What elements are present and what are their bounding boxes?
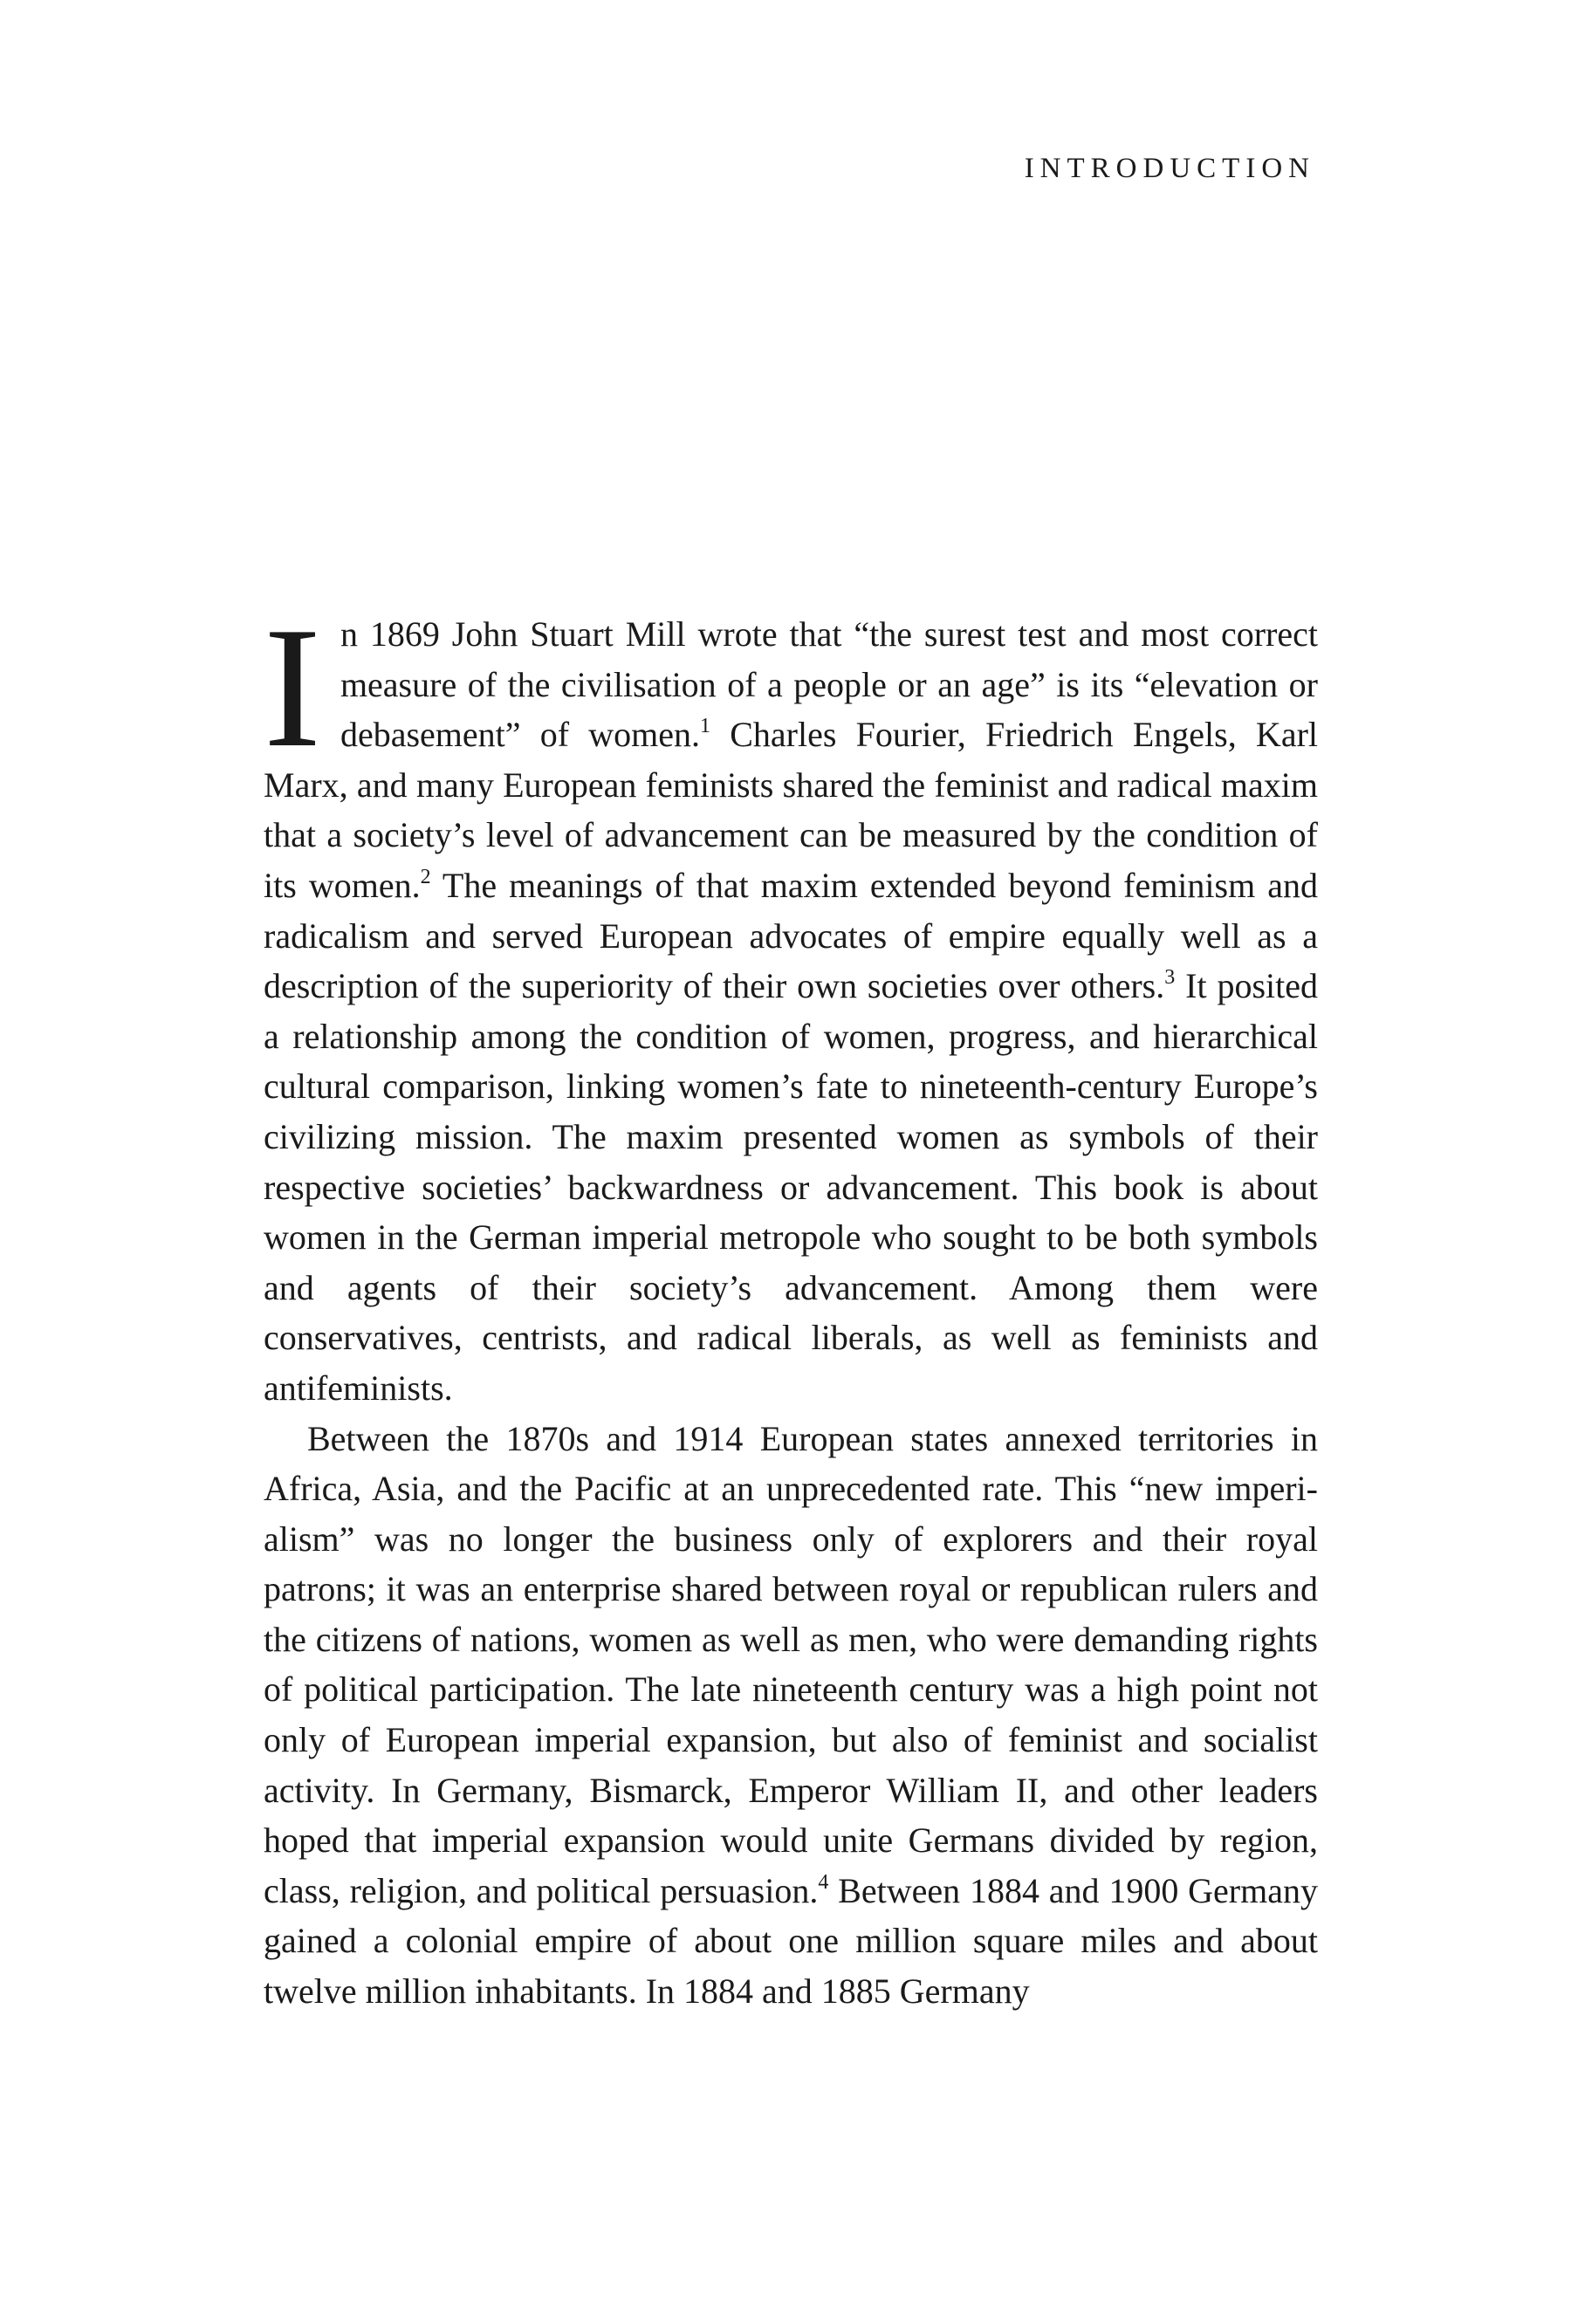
paragraph-2 <box>264 1414 1318 2017</box>
paragraph-1-text-3: The meanings of that maxim extended beyond feminism and radicalism and served European advocates of empire equally well as a description of the superiority of their own societies over others. <box>264 865 1318 1006</box>
paragraph-2-text-1: Between the 1870s and 1914 European states annexed territories in Africa, Asia, and the Pacific at an unprecedented rate. This “new imperialism” was no longer the business only of explorers and their royal patrons; it was an enterprise shared between royal or republican rulers and the citizens of nations, women as well as men, who were demanding rights of political participation. The late nineteenth century was a high point not only of European imperial expansion, but also of feminist and socialist activity. In Germany, Bismarck, Emperor William II, and other leaders hoped that imperial expansion would unite Germans divided by region, class, religion, and political persuasion. <box>264 1418 1318 1910</box>
running-head: INTRODUCTION <box>1024 153 1315 184</box>
footnote-ref-4: 4 <box>818 1870 829 1894</box>
paragraph-2-text-2: Between 1884 and 1900 Germany gained a colonial empire of about one million square miles and about twelve million inhabitants. In 1884 and 1885 Germany <box>264 1870 1318 2012</box>
paragraph-1 <box>264 592 1319 1414</box>
body-text <box>264 592 1319 2017</box>
footnote-ref-2: 2 <box>420 865 431 888</box>
drop-cap: I <box>264 592 321 783</box>
paragraph-1-text-4: It posited a relationship among the condition of women, progress, and hierarchical cultural comparison, linking women’s fate to nineteenth-century Europe’s civilizing mission. The maxim presented women as symbols of their respective societies’ backwardness or advancement. This book is about women in the German imperial metropole who sought to be both symbols and agents of their society’s advancement. Among them were conservatives, centrists, and radical liberals, as well as feminists and antifeminists. <box>264 966 1318 1408</box>
footnote-ref-3: 3 <box>1164 966 1176 990</box>
footnote-ref-1: 1 <box>700 715 711 738</box>
paragraph-1-text-1: n 1869 John Stuart Mill wrote that “the surest test and most correct measure of the civilisation of a people or an age” is its “elevation or debasement” of women. <box>340 614 1318 755</box>
paragraph-1-text-2: Charles Fourier, Friedrich Engels, Karl Marx, and many European feminists shared the feminist and radical maxim that a society’s level of advancement can be measured by the condition of its women. <box>264 715 1319 905</box>
